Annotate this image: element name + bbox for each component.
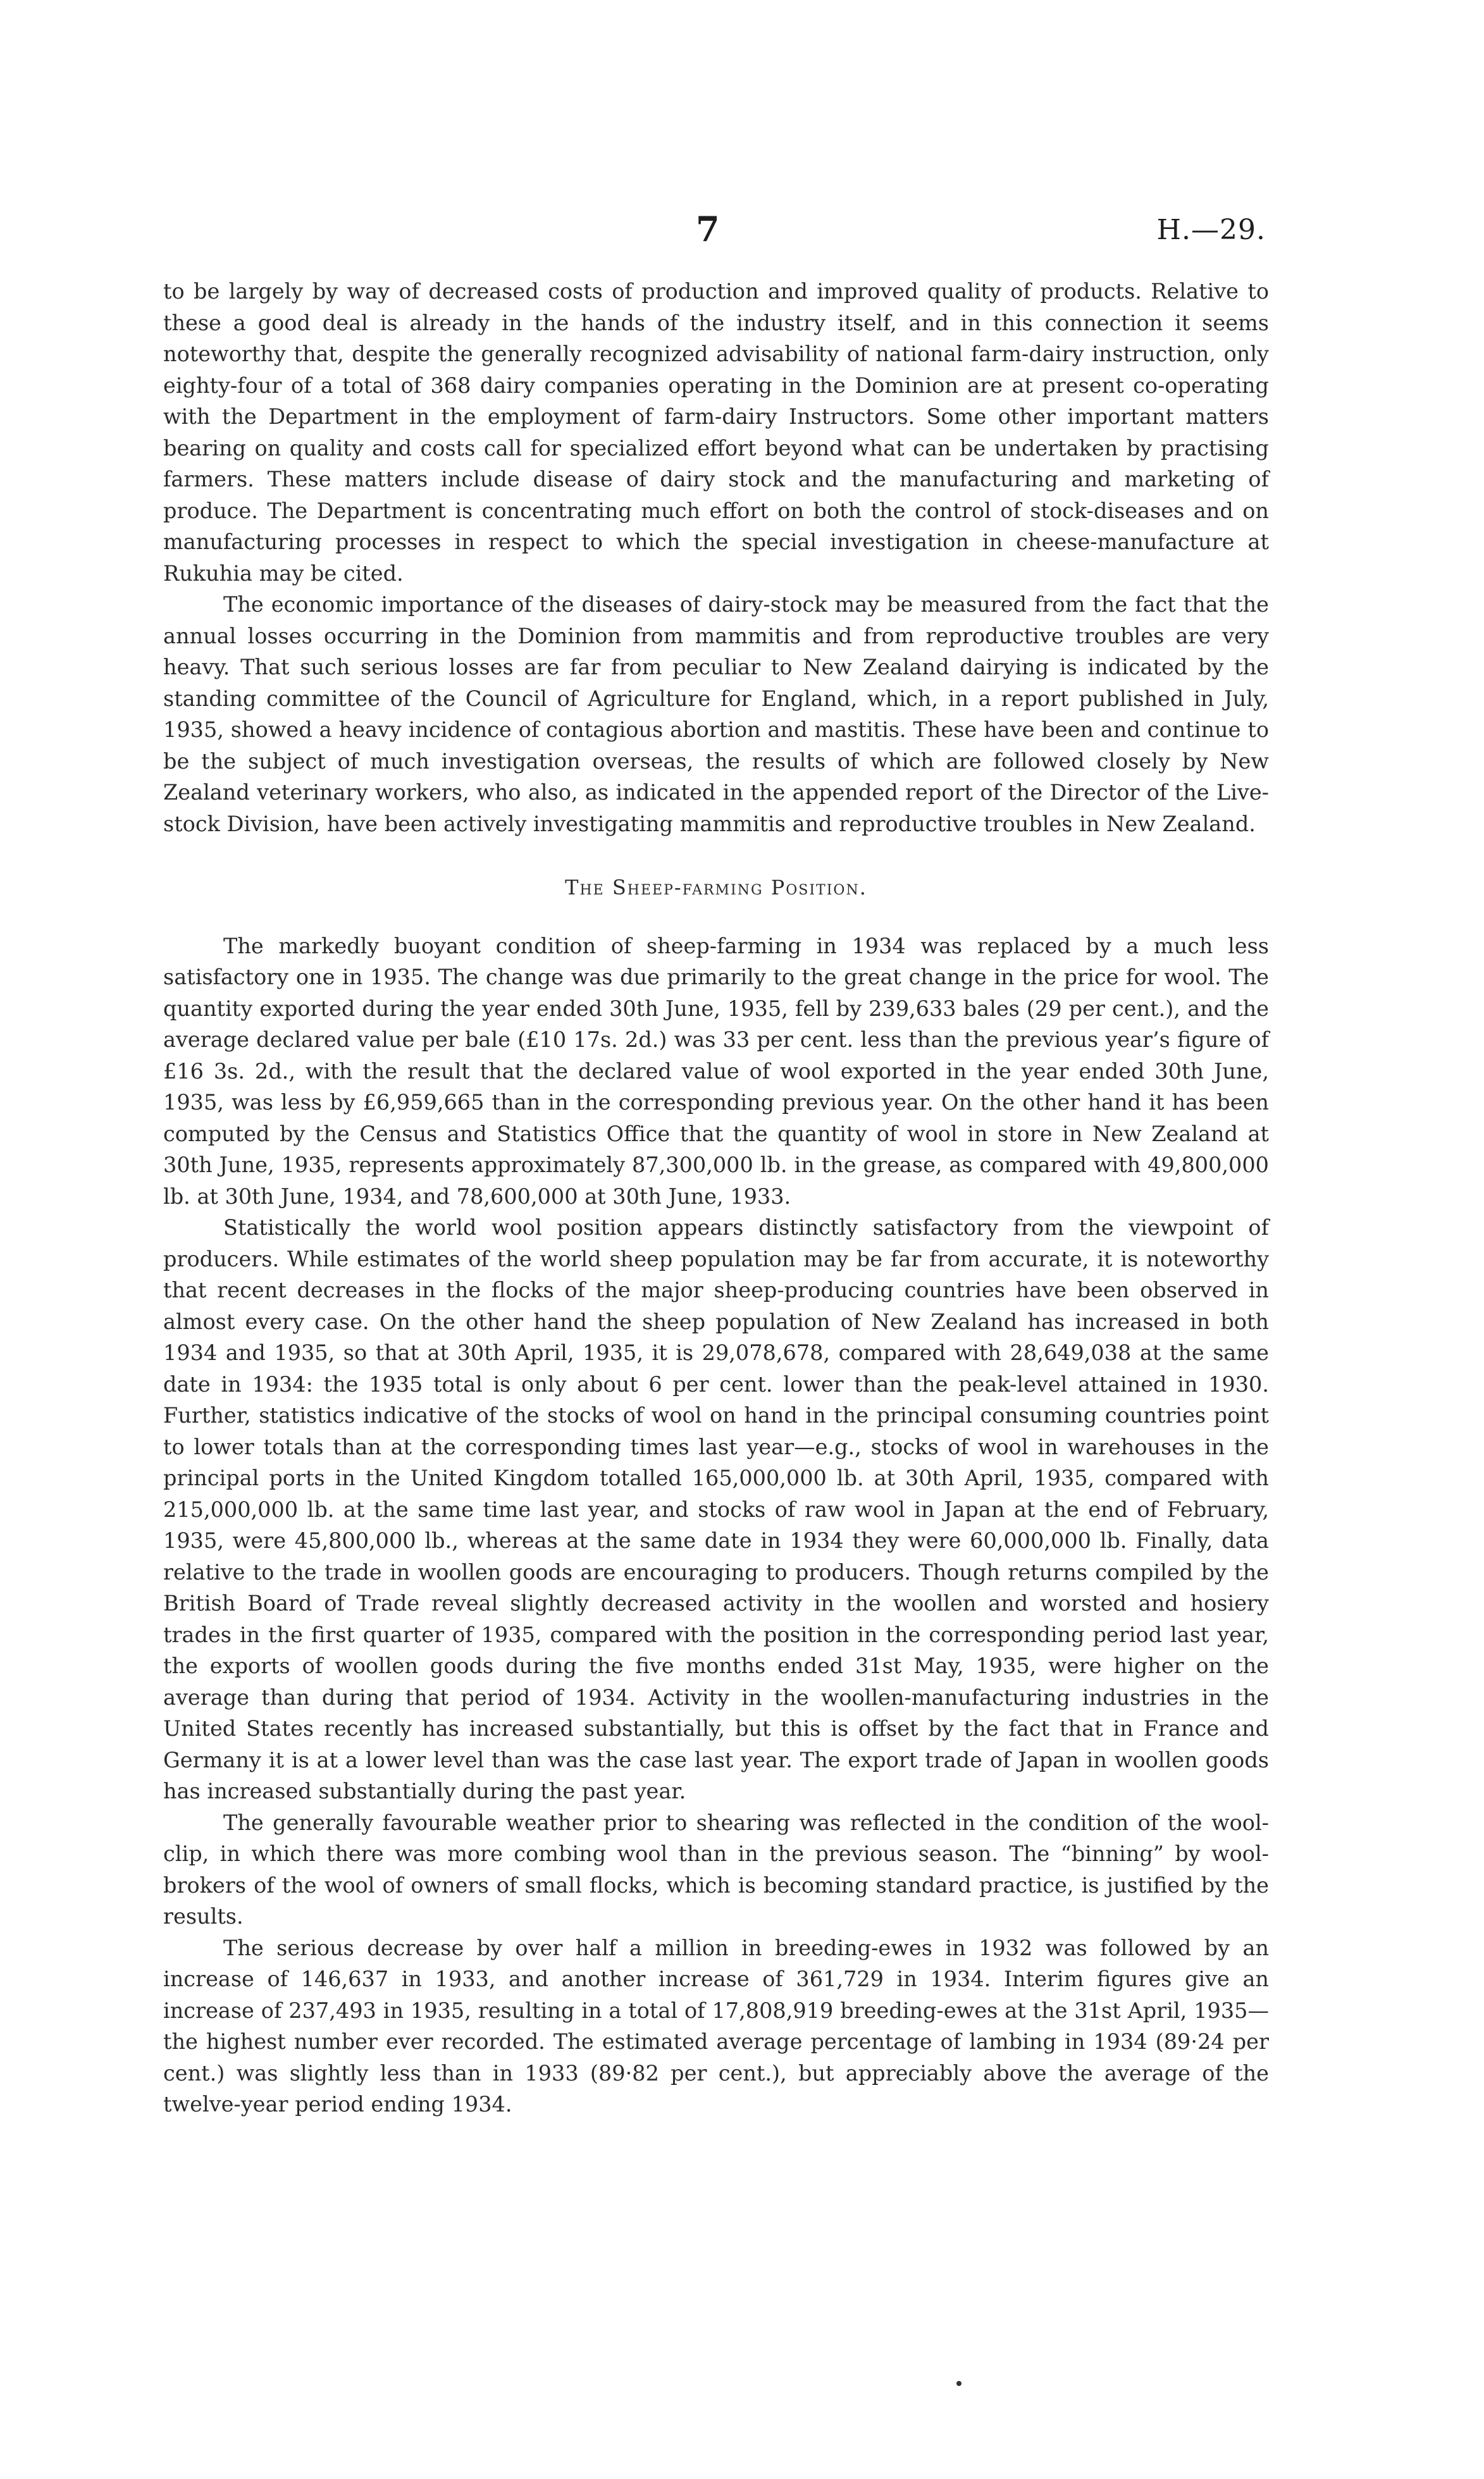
paragraph-world-wool: Statistically the world wool position appears distinctly satisfactory from the viewpoint of producers. While estimates of the world sheep population may be far from accurate, it is noteworthy that recent decreases in the flocks of the major sheep-producing countries have been observed in almost every case. On the other hand the sheep population of New Zealand has increased in both 1934 and 1935, so that at 30th April, 1935, it is 29,078,678, compared with 28,649,038 at the same date in 1934: the 1935 total is only about 6 per cent. lower than the peak-level attained in 1930. Further, statistics indicative of the stocks of wool on hand in the principal consuming countries point to lower totals than at the corresponding times last year—e.g., stocks of wool in warehouses in the principal ports in the United Kingdom totalled 165,000,000 lb. at 30th April, 1935, compared with 215,000,000 lb. at the same time last year, and stocks of raw wool in Japan at the end of February, 1935, were 45,800,000 lb., whereas at the same date in 1934 they were 60,000,000 lb. Finally, data relative to the trade in woollen goods are encouraging to producers. Though returns compiled by the British Board of Trade reveal slightly decreased activity in the woollen and worsted and hosiery trades in the first quarter of 1935, compared with the position in the corresponding period last year, the exports of woollen goods during the five months ended 31st May, 1935, were higher on the average than during that period of 1934. Activity in the woollen-manufacturing industries in the United States recently has increased substantially, but this is offset by the fact that in France and Germany it is at a lower level than was the case last year. The export trade of Japan in woollen goods has increased substantially during the past year.: [163, 1215, 1269, 1803]
paragraph-wool-clip: The generally favourable weather prior to shearing was reflected in the condition of the wool-clip, in which there was more combing wool than in the previous season. The “binning” by wool-brokers of the wool of owners of small flocks, which is becoming standard practice, is justified by the results.: [163, 1810, 1269, 1929]
paragraph-breeding-ewes: The serious decrease by over half a million in breeding-ewes in 1932 was followed by an increase of 146,637 in 1933, and another increase of 361,729 in 1934. Interim figures give an increase of 237,493 in 1935, resulting in a total of 17,808,919 breeding-ewes at the 31st April, 1935—the highest number ever recorded. The estimated average percentage of lambing in 1934 (89·24 per cent.) was slightly less than in 1933 (89·82 per cent.), but appreciably above the average of the twelve-year period ending 1934.: [163, 1935, 1269, 2117]
paragraph-sheep-farming: The markedly buoyant condition of sheep-farming in 1934 was replaced by a much less satisfactory one in 1935. The change was due primarily to the great change in the price for wool. The quantity exported during the year ended 30th June, 1935, fell by 239,633 bales (29 per cent.), and the average declared value per bale (£10 17s. 2d.) was 33 per cent. less than the previous year’s figure of £16 3s. 2d., with the result that the declared value of wool exported in the year ended 30th June, 1935, was less by £6,959,665 than in the corresponding previous year. On the other hand it has been computed by the Census and Statistics Office that the quantity of wool in store in New Zealand at 30th June, 1935, represents approximately 87,300,000 lb. in the grease, as compared with 49,800,000 lb. at 30th June, 1934, and 78,600,000 at 30th June, 1933.: [163, 933, 1269, 1209]
document-reference: H.—29.: [1156, 214, 1266, 246]
paragraph-continued: to be largely by way of decreased costs of production and improved quality of products. Relative to these a good deal is already in the hands of the industry itself, and in this connection it seems noteworthy that, despite the generally recognized advisability of national farm-dairy instruction, only eighty-four of a total of 368 dairy companies operating in the Dominion are at present co-operating with the Department in the employment of farm-dairy Instructors. Some other important matters bearing on quality and costs call for specialized effort beyond what can be undertaken by practising farmers. These matters include disease of dairy stock and the manufacturing and marketing of produce. The Department is concentrating much effort on both the control of stock-diseases and on manufacturing processes in respect to which the special investigation in cheese-manufacture at Rukuhia may be cited.: [163, 279, 1269, 586]
page-number: 7: [696, 209, 720, 249]
body-text: [163, 276, 1269, 2120]
paragraph-dairy-diseases: The economic importance of the diseases of dairy-stock may be measured from the fact that the annual losses occurring in the Dominion from mammitis and from reproductive troubles are very heavy. That such serious losses are far from peculiar to New Zealand dairying is indicated by the standing committee of the Council of Agriculture for England, which, in a report published in July, 1935, showed a heavy incidence of contagious abortion and mastitis. These have been and continue to be the subject of much investigation overseas, the results of which are followed closely by New Zealand veterinary workers, who also, as indicated in the appended report of the Director of the Live-stock Division, have been actively investigating mammitis and reproductive troubles in New Zealand.: [163, 592, 1269, 836]
section-heading: The Sheep-farming Position.: [565, 875, 867, 899]
stray-ink-dot: [956, 2381, 962, 2386]
